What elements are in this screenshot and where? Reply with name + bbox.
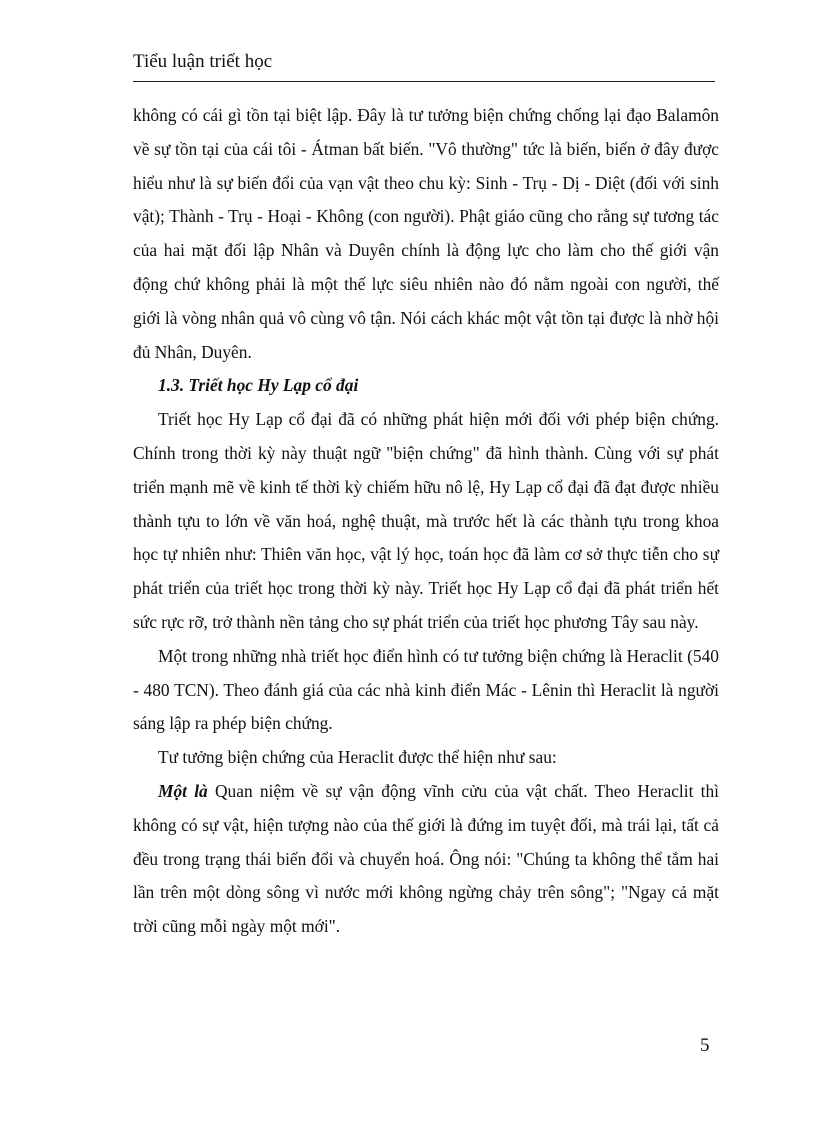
page-number: 5: [700, 1035, 710, 1056]
paragraph-heraclit-thought: Tư tưởng biện chứng của Heraclit được thể hiện như sau:: [158, 747, 557, 768]
paragraph-first-point: [133, 775, 719, 944]
section-heading: 1.3. Triết học Hy Lạp cổ đại: [158, 375, 359, 396]
paragraph-greek-philosophy: Triết học Hy Lạp cổ đại đã có những phát hiện mới đối với phép biện chứng. Chính trong thời kỳ này thuật ngữ "biện chứng" đã hình thành. Cùng với sự phát triển mạnh mẽ về kinh tế thời kỳ chiếm hữu nô lệ, Hy Lạp cổ đại đã đạt được nhiều thành tựu to lớn về văn hoá, nghệ thuật, mà trước hết là các thành tựu trong khoa học tự nhiên như: Thiên văn học, vật lý học, toán học đã làm cơ sở thực tiễn cho sự phát triển của triết học trong thời kỳ này. Triết học Hy Lạp cổ đại đã phát triển hết sức rực rỡ, trở thành nền tảng cho sự phát triển của triết học phương Tây sau này.: [133, 409, 719, 632]
first-point-text: Quan niệm về sự vận động vĩnh cửu của vật chất. Theo Heraclit thì không có sự vật, hiện tượng nào của thế giới là đứng im tuyệt đối, mà trái lại, tất cả đều trong trạng thái biến đổi và chuyển hoá. Ông nói: "Chúng ta không thể tắm hai lần trên một dòng sông vì nước mới không ngừng chảy trên sông"; "Ngay cả mặt trời cũng mỗi ngày một mới".: [133, 780, 719, 937]
first-point-lead: Một là: [158, 780, 208, 801]
page-header: [133, 50, 715, 74]
document-body: [133, 99, 719, 944]
paragraph-heraclit-intro: Một trong những nhà triết học điển hình có tư tưởng biện chứng là Heraclit (540 - 480 TCN). Theo đánh giá của các nhà kinh điển Mác - Lênin thì Heraclit là người sáng lập ra phép biện chứng.: [133, 645, 719, 734]
header-rule: [133, 81, 715, 82]
header-title: Tiểu luận triết học: [133, 51, 273, 72]
paragraph-continuation: không có cái gì tồn tại biệt lập. Đây là tư tưởng biện chứng chống lại đạo Balamôn về sự tồn tại của cái tôi - Átman bất biến. "Vô thường" tức là biến, biến ở đây được hiểu như là sự biến đổi của vạn vật theo chu kỳ: Sinh - Trụ - Dị - Diệt (đối với sinh vật); Thành - Trụ - Hoại - Không (con người). Phật giáo cũng cho rằng sự tương tác của hai mặt đối lập Nhân và Duyên chính là động lực cho làm cho thế giới vận động chứ không phải là một thế lực siêu nhiên nào đó nằm ngoài con người, thế giới là vòng nhân quả vô cùng vô tận. Nói cách khác một vật tồn tại được là nhờ hội đủ Nhân, Duyên.: [133, 105, 719, 362]
